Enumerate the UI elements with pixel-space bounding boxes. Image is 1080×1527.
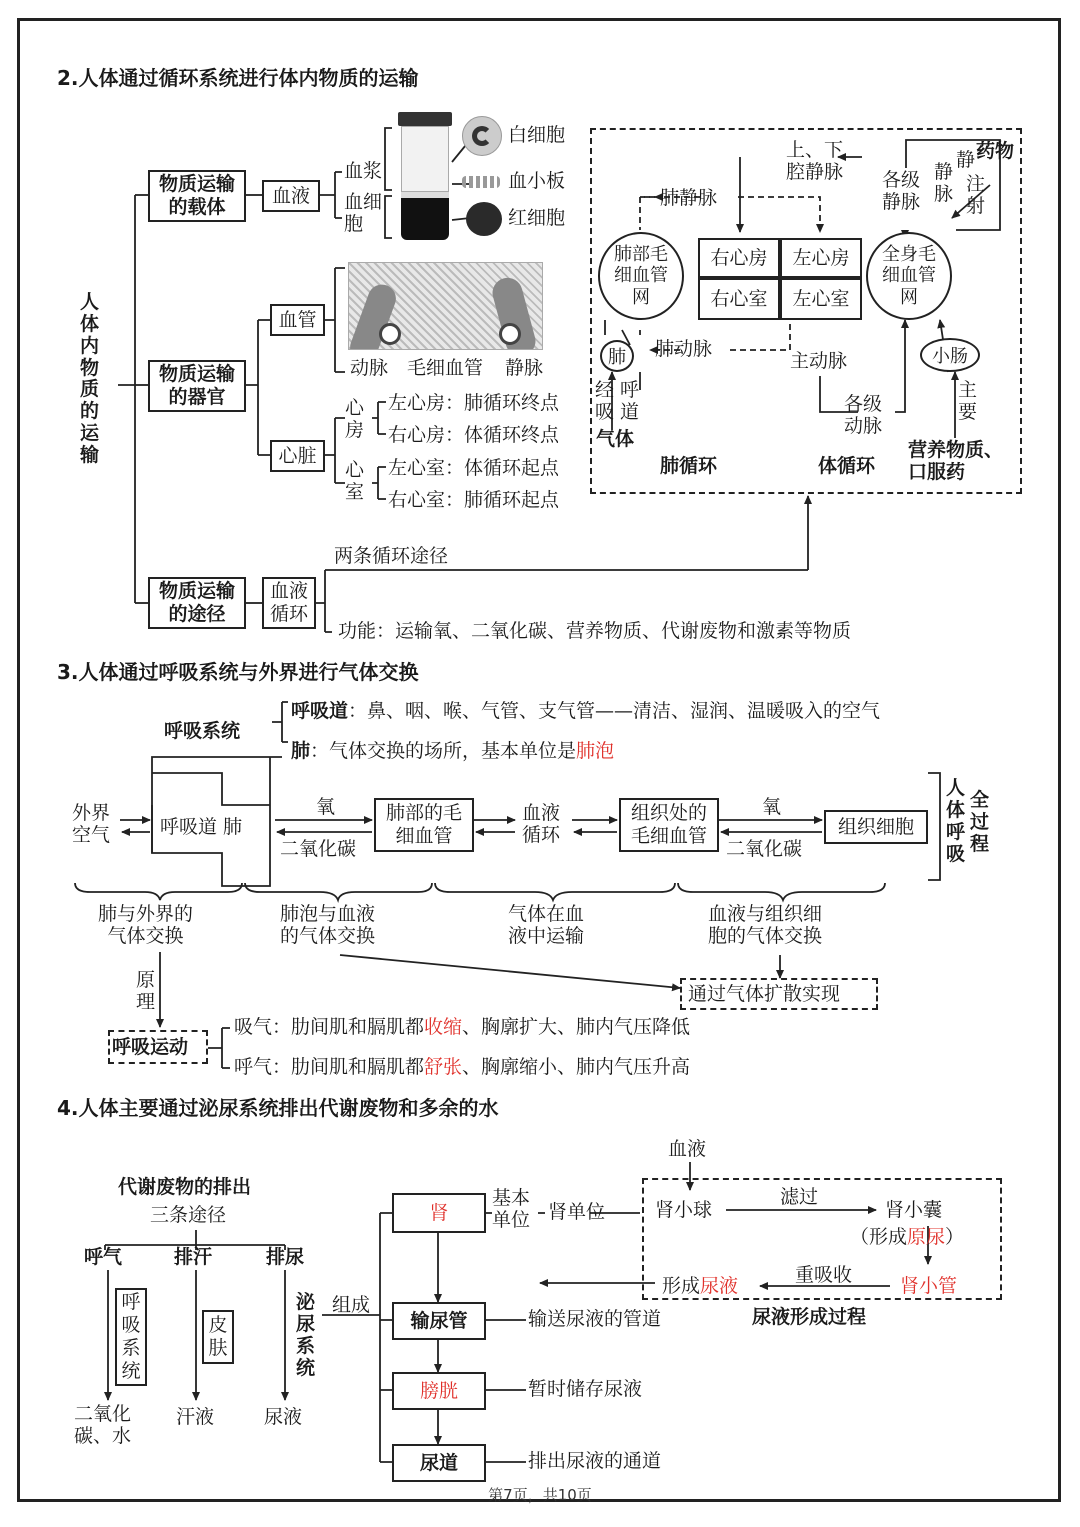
carrier-box: 物质运输 的载体 (148, 170, 246, 222)
urine-label: 尿液 (264, 1406, 303, 1428)
vena-cava-label: 上、下 腔静脉 (786, 139, 844, 183)
inject-label: 注 射 (966, 173, 986, 217)
sweat-liquid-label: 汗液 (176, 1406, 215, 1428)
tissue-capillary-box: 组织处的 毛细血管 (619, 798, 719, 852)
pulm-vein-label: 肺静脉 (660, 187, 718, 209)
outside-air-label: 外界 空气 (72, 802, 111, 846)
glomerulus-label: 肾小球 (655, 1199, 713, 1221)
lung-capillary-circle: 肺部毛 细血管 网 (598, 232, 684, 320)
artery-label: 动脉 (350, 357, 389, 379)
sys-vein-label: 各级 静脉 (882, 169, 921, 213)
platelet-label: 血小板 (508, 170, 566, 192)
filter-label: 滤过 (780, 1186, 819, 1208)
resp-move-label: 呼吸运动 (112, 1036, 189, 1058)
exhale-text-b: 、胸廓缩小、肺内气压升高 (462, 1056, 691, 1078)
nephron-label: 肾单位 (548, 1201, 606, 1223)
o2-b-label: 氧 (762, 796, 782, 818)
urethra-fn: 排出尿液的通道 (528, 1450, 662, 1472)
ventricle-label: 心 室 (345, 459, 365, 503)
body-capillary-circle: 全身毛 细血管 网 (866, 232, 952, 320)
co2-a-label: 二氧化碳 (280, 838, 357, 860)
co2-water-label: 二氧化 碳、水 (74, 1403, 132, 1447)
page-footer: 第7页，共10页 (488, 1486, 592, 1504)
pulm-circ-label: 肺循环 (660, 455, 718, 477)
two-routes-label: 两条循环途径 (334, 545, 449, 567)
tubule-label: 肾小管 (900, 1275, 958, 1297)
vessel-box: 血管 (270, 304, 325, 336)
heart-lv: 左心室 (780, 278, 862, 320)
final-urine-label: 尿液 (700, 1275, 739, 1297)
reabsorb-label: 重吸收 (795, 1264, 853, 1286)
lung-capillary-box: 肺部的毛 细血管 (374, 798, 474, 852)
aorta-label: 主动脉 (790, 350, 848, 372)
urinary-system-label: 泌 尿 系 统 (296, 1291, 316, 1379)
wbc-icon (462, 116, 502, 156)
cells-label: 血细 胞 (344, 191, 383, 235)
nutrient-label: 营养物质、 口服药 (908, 439, 1004, 483)
stage4-label: 血液与组织细 胞的气体交换 (708, 903, 823, 947)
basic-unit-label: 基本 单位 (492, 1187, 531, 1231)
section-3-title: 3.人体通过呼吸系统与外界进行气体交换 (57, 660, 419, 684)
tissue-cell-box: 组织细胞 (824, 810, 928, 844)
airway-text: ：鼻、咽、喉、气管、支气管——清洁、湿润、温暖吸入的空气 (348, 700, 881, 722)
heart-box: 心脏 (270, 440, 325, 472)
vein-label: 静脉 (505, 357, 544, 379)
stage2-label: 肺泡与血液 的气体交换 (280, 903, 376, 947)
kidney-box: 肾 (392, 1193, 486, 1233)
ra-text: 右心房：体循环终点 (388, 424, 560, 446)
rbc-icon (466, 202, 502, 236)
form-paren-b: ） (945, 1226, 965, 1248)
primary-urine-label: 原尿 (907, 1226, 946, 1248)
resp-label: 呼 道 (620, 379, 640, 423)
blood-label-s4: 血液 (668, 1138, 707, 1160)
urinate-label: 排尿 (266, 1246, 305, 1268)
capillary-label: 毛细血管 (407, 357, 484, 379)
airway-lung-label: 呼吸道 肺 (160, 816, 243, 838)
blood-box: 血液 (262, 180, 320, 212)
excretion-label: 代谢废物的排出 (118, 1176, 252, 1198)
stage3-label: 气体在血 液中运输 (508, 903, 585, 947)
wbc-label: 白细胞 (508, 124, 566, 146)
ureter-box: 输尿管 (392, 1302, 486, 1340)
rbc-label: 红细胞 (508, 207, 566, 229)
stage1-label: 肺与外界的 气体交换 (98, 903, 194, 947)
bladder-fn: 暂时储存尿液 (528, 1378, 643, 1400)
lung-label: 肺 (291, 740, 311, 762)
form-urine-a: 形成 (662, 1275, 701, 1297)
path-box: 物质运输 的途径 (148, 577, 246, 629)
sweat-label: 排汗 (174, 1246, 213, 1268)
drug-label: 药物 (976, 140, 1015, 162)
co2-b-label: 二氧化碳 (726, 838, 803, 860)
lung-text: ：气体交换的场所，基本单位是 (310, 740, 577, 762)
via-label: 经 吸 (595, 379, 615, 423)
resp-system-box: 呼 吸 系 统 (115, 1288, 147, 1386)
ureter-fn: 输送尿液的管道 (528, 1308, 662, 1330)
diffusion-label: 通过气体扩散实现 (688, 983, 841, 1005)
gas-label: 气体 (596, 428, 635, 450)
heart-ra: 右心房 (698, 238, 780, 278)
sys-artery-label: 各级 动脉 (844, 393, 883, 437)
lv-text: 左心室：体循环起点 (388, 457, 560, 479)
process-label: 尿液形成过程 (752, 1306, 867, 1328)
exhale-label: 呼气 (84, 1246, 123, 1268)
principle-label: 原 理 (136, 969, 156, 1013)
section-2-title: 2.人体通过循环系统进行体内物质的运输 (57, 66, 419, 90)
blood-tube-image (398, 112, 452, 240)
relax-label: 舒张 (424, 1056, 463, 1078)
exhale-text-a: 呼气：肋间肌和膈肌都 (234, 1056, 425, 1078)
o2-a-label: 氧 (316, 796, 336, 818)
inhale-text-b: 、胸廓扩大、肺内气压降低 (462, 1016, 691, 1038)
main-label: 主 要 (958, 379, 978, 423)
plasma-label: 血浆 (344, 160, 383, 182)
sys-circ-label: 体循环 (818, 455, 876, 477)
organ-box: 物质运输 的器官 (148, 360, 246, 412)
lung-oval: 肺 (600, 340, 634, 372)
static-label: 静 (956, 149, 976, 171)
la-text: 左心房：肺循环终点 (388, 392, 560, 414)
rv-text: 右心室：肺循环起点 (388, 489, 560, 511)
three-ways-label: 三条途径 (150, 1204, 227, 1226)
heart-la: 左心房 (780, 238, 862, 278)
skin-box: 皮 肤 (202, 1310, 234, 1364)
capsule-label: 肾小囊 (885, 1199, 943, 1221)
alveolus-label: 肺泡 (576, 740, 615, 762)
blood-circ-label: 血液 循环 (522, 802, 561, 846)
inhale-text-a: 吸气：肋间肌和膈肌都 (234, 1016, 425, 1038)
atrium-label: 心 房 (345, 397, 365, 441)
section-4-title: 4.人体主要通过泌尿系统排出代谢废物和多余的水 (57, 1096, 499, 1120)
heart-rv: 右心室 (698, 278, 780, 320)
form-paren-a: （形成 (850, 1226, 908, 1248)
function-text: 功能：运输氧、二氧化碳、营养物质、代谢废物和激素等物质 (338, 620, 852, 642)
vessels-image (348, 262, 543, 350)
contract-label: 收缩 (424, 1016, 463, 1038)
root-label: 人 体 内 物 质 的 运 输 (80, 291, 100, 466)
resp-system-label: 呼吸系统 (164, 720, 241, 742)
airway-label: 呼吸道 (291, 700, 349, 722)
intestine-oval: 小肠 (920, 338, 980, 372)
platelet-icon (462, 176, 500, 188)
whole-process-label: 全 过 程 (970, 789, 990, 855)
vein-inject-label: 静 脉 (934, 161, 954, 205)
human-resp-label: 人 体 呼 吸 (946, 777, 966, 865)
bladder-box: 膀胱 (392, 1372, 486, 1410)
pulm-artery-label: 肺动脉 (655, 338, 713, 360)
compose-label: 组成 (332, 1294, 371, 1316)
urethra-box: 尿道 (392, 1444, 486, 1482)
circulation-box: 血液 循环 (262, 577, 316, 629)
